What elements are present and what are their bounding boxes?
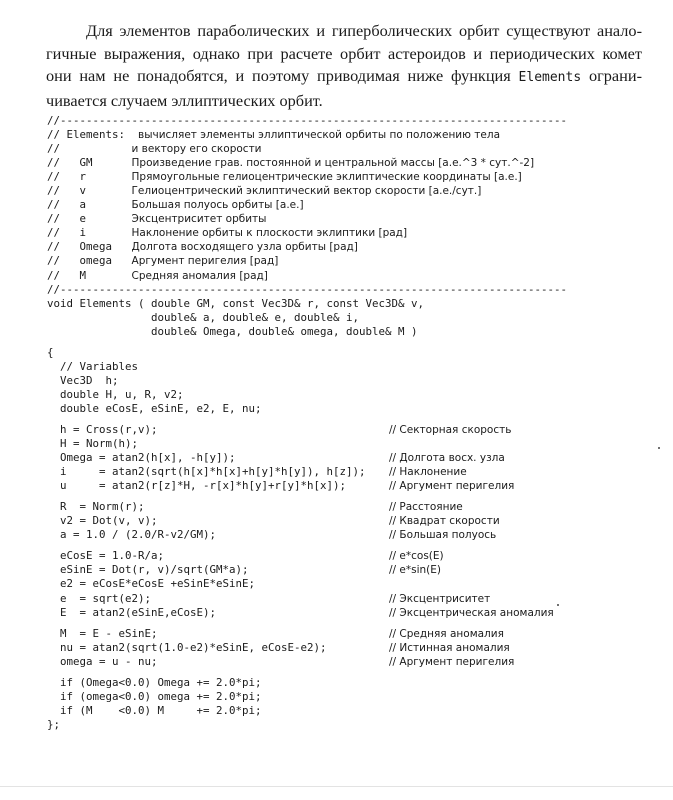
comment-text: Прямоугольные гелиоцентрические эклиптические координаты [а.е.] bbox=[131, 171, 522, 184]
header-comment-line bbox=[47, 198, 567, 212]
statement-line bbox=[47, 465, 567, 479]
statement-line bbox=[47, 592, 567, 606]
paragraph-text: ограни- bbox=[588, 66, 642, 85]
paragraph-line: гичные выражения, однако при расчете орбит астероидов и периодических комет bbox=[46, 43, 642, 63]
comment-text: Гелиоцентрический эклиптический вектор скорости [а.е./сут.] bbox=[131, 185, 482, 198]
code-text: h = Cross(r,v); bbox=[47, 422, 158, 436]
code-text: nu = atan2(sqrt(1.0-e2)*eSinE, eCosE-e2); bbox=[47, 640, 327, 654]
statement-line bbox=[47, 690, 567, 704]
variable-line bbox=[47, 374, 567, 388]
comment-text: Средняя аномалия [рад] bbox=[131, 269, 268, 282]
header-comment-line bbox=[47, 254, 567, 268]
comment-text: и вектору его скорости bbox=[131, 143, 262, 156]
paragraph-line bbox=[46, 65, 642, 90]
comment-prefix: // GM bbox=[47, 156, 132, 170]
statement-line bbox=[47, 514, 567, 528]
page-edge bbox=[0, 786, 673, 787]
code-text: // Variables bbox=[47, 359, 139, 373]
code-text: eCosE = 1.0-R/a; bbox=[47, 549, 165, 563]
statement-line bbox=[47, 676, 567, 690]
statement-line bbox=[47, 549, 567, 563]
code-text: e2 = eCosE*eCosE +eSinE*eSinE; bbox=[47, 577, 256, 591]
comment-text: Произведение грав. постоянной и центральной массы [а.е.^3 * сут.^-2] bbox=[131, 157, 535, 170]
signature-line bbox=[47, 311, 567, 325]
comment-text: Эксцентриситет орбиты bbox=[131, 213, 267, 226]
code-text: double& a, double& e, double& i, bbox=[47, 310, 360, 324]
header-comment-line bbox=[47, 128, 567, 142]
paragraph-line: чивается случаем эллиптических орбит. bbox=[46, 90, 323, 110]
scan-speck bbox=[557, 604, 559, 606]
statement-line bbox=[47, 655, 567, 669]
comment-prefix: //------------------------------------------------------------------------------ bbox=[47, 114, 568, 127]
trailing-comment: // Секторная скорость bbox=[389, 423, 512, 436]
trailing-comment: // Большая полуось bbox=[389, 529, 497, 542]
code-text: H = Norm(h); bbox=[47, 437, 139, 451]
code-text: M = E - eSinE; bbox=[47, 626, 158, 640]
code-text: double H, u, R, v2; bbox=[47, 387, 184, 401]
code-text: Omega = atan2(h[x], -h[y]); bbox=[47, 451, 236, 465]
comment-prefix: // Omega bbox=[47, 240, 132, 254]
statement-line bbox=[47, 577, 567, 591]
header-comment-line bbox=[47, 212, 567, 226]
code-text: { bbox=[47, 345, 54, 359]
statement-line bbox=[47, 451, 567, 465]
signature-line bbox=[47, 325, 567, 339]
header-comment-line bbox=[47, 269, 567, 283]
code-text: }; bbox=[47, 717, 61, 731]
statement-line bbox=[47, 528, 567, 542]
statement-line bbox=[47, 627, 567, 641]
code-gap bbox=[47, 669, 567, 676]
signature-line bbox=[47, 297, 567, 311]
statement-line bbox=[47, 606, 567, 620]
header-comment-line bbox=[47, 226, 567, 240]
code-text: if (Omega<0.0) Omega += 2.0*pi; bbox=[47, 675, 262, 689]
code-text: E = atan2(eSinE,eCosE); bbox=[47, 605, 217, 619]
comment-prefix: // omega bbox=[47, 254, 132, 268]
trailing-comment: // Квадрат скорости bbox=[389, 515, 500, 528]
code-text: Vec3D h; bbox=[47, 373, 119, 387]
statement-line bbox=[47, 437, 567, 451]
comment-prefix: // bbox=[47, 142, 132, 156]
comment-prefix: // M bbox=[47, 268, 132, 282]
code-text: R = Norm(r); bbox=[47, 500, 145, 514]
statement-line bbox=[47, 500, 567, 514]
trailing-comment: // Долгота восх. узла bbox=[389, 452, 505, 465]
comment-prefix: // r bbox=[47, 170, 132, 184]
variable-line bbox=[47, 360, 567, 374]
comment-prefix: // Elements: bbox=[47, 128, 139, 142]
code-text: double eCosE, eSinE, e2, E, nu; bbox=[47, 401, 262, 415]
statement-line bbox=[47, 479, 567, 493]
code-gap bbox=[47, 542, 567, 549]
comment-text: Аргумент перигелия [рад] bbox=[131, 255, 279, 268]
statement-line bbox=[47, 563, 567, 577]
statement-line bbox=[47, 641, 567, 655]
trailing-comment: // Эксцентриситет bbox=[389, 592, 491, 605]
code-text: omega = u - nu; bbox=[47, 654, 158, 668]
code-text: a = 1.0 / (2.0/R-v2/GM); bbox=[47, 528, 217, 542]
statement-line bbox=[47, 423, 567, 437]
code-text: void Elements ( double GM, const Vec3D& r, const Vec3D& v, bbox=[47, 296, 425, 310]
comment-text: Долгота восходящего узла орбиты [рад] bbox=[131, 241, 358, 254]
code-text: eSinE = Dot(r, v)/sqrt(GM*a); bbox=[47, 563, 249, 577]
trailing-comment: // Аргумент перигелия bbox=[389, 480, 515, 493]
trailing-comment: // e*cos(E) bbox=[389, 550, 444, 563]
code-text: if (M <0.0) M += 2.0*pi; bbox=[47, 703, 262, 717]
comment-prefix: // a bbox=[47, 198, 132, 212]
intro-paragraph bbox=[46, 20, 642, 112]
comment-prefix: // v bbox=[47, 184, 132, 198]
comment-prefix: // e bbox=[47, 212, 132, 226]
function-name: Elements bbox=[518, 70, 582, 85]
comment-text: Большая полуось орбиты [а.е.] bbox=[131, 199, 304, 212]
code-gap bbox=[47, 416, 567, 423]
paragraph-text: они нам не понадобятся, и поэтому приводимая ниже функция bbox=[46, 66, 511, 85]
variable-line bbox=[47, 402, 567, 416]
trailing-comment: // Аргумент перигелия bbox=[389, 655, 515, 668]
code-text: double& Omega, double& omega, double& M ) bbox=[47, 324, 418, 338]
statement-line bbox=[47, 704, 567, 718]
code-text: u = atan2(r[z]*H, -r[x]*h[y]+r[y]*h[x]); bbox=[47, 479, 347, 493]
trailing-comment: // Истинная аномалия bbox=[389, 641, 510, 654]
close-brace bbox=[47, 718, 567, 732]
comment-prefix: // i bbox=[47, 226, 132, 240]
scan-speck bbox=[658, 447, 660, 449]
variable-line bbox=[47, 388, 567, 402]
trailing-comment: // Расстояние bbox=[389, 501, 463, 514]
code-gap bbox=[47, 620, 567, 627]
header-comment-line bbox=[47, 170, 567, 184]
comment-text: Наклонение орбиты к плоскости эклиптики [рад] bbox=[131, 227, 408, 240]
code-listing bbox=[47, 114, 567, 732]
code-gap bbox=[47, 339, 567, 346]
trailing-comment: // Средняя аномалия bbox=[389, 627, 504, 640]
header-comment-line bbox=[47, 240, 567, 254]
comment-text: вычисляет элементы эллиптической орбиты по положению тела bbox=[138, 129, 501, 142]
trailing-comment: // e*sin(E) bbox=[389, 564, 441, 577]
open-brace bbox=[47, 346, 567, 360]
code-text: v2 = Dot(v, v); bbox=[47, 514, 158, 528]
comment-prefix: //------------------------------------------------------------------------------ bbox=[47, 282, 568, 296]
header-comment-line bbox=[47, 184, 567, 198]
header-comment-line bbox=[47, 156, 567, 170]
paragraph-line: Для элементов параболических и гиперболических орбит существуют анало- bbox=[86, 21, 642, 40]
trailing-comment: // Эксцентрическая аномалия bbox=[389, 606, 554, 619]
header-comment-line bbox=[47, 283, 567, 297]
code-text: if (omega<0.0) omega += 2.0*pi; bbox=[47, 689, 262, 703]
trailing-comment: // Наклонение bbox=[389, 466, 467, 479]
header-comment-line bbox=[47, 142, 567, 156]
code-text: i = atan2(sqrt(h[x]*h[x]+h[y]*h[y]), h[z]); bbox=[47, 465, 366, 479]
code-gap bbox=[47, 493, 567, 500]
header-comment-line bbox=[47, 114, 567, 128]
code-text: e = sqrt(e2); bbox=[47, 591, 152, 605]
